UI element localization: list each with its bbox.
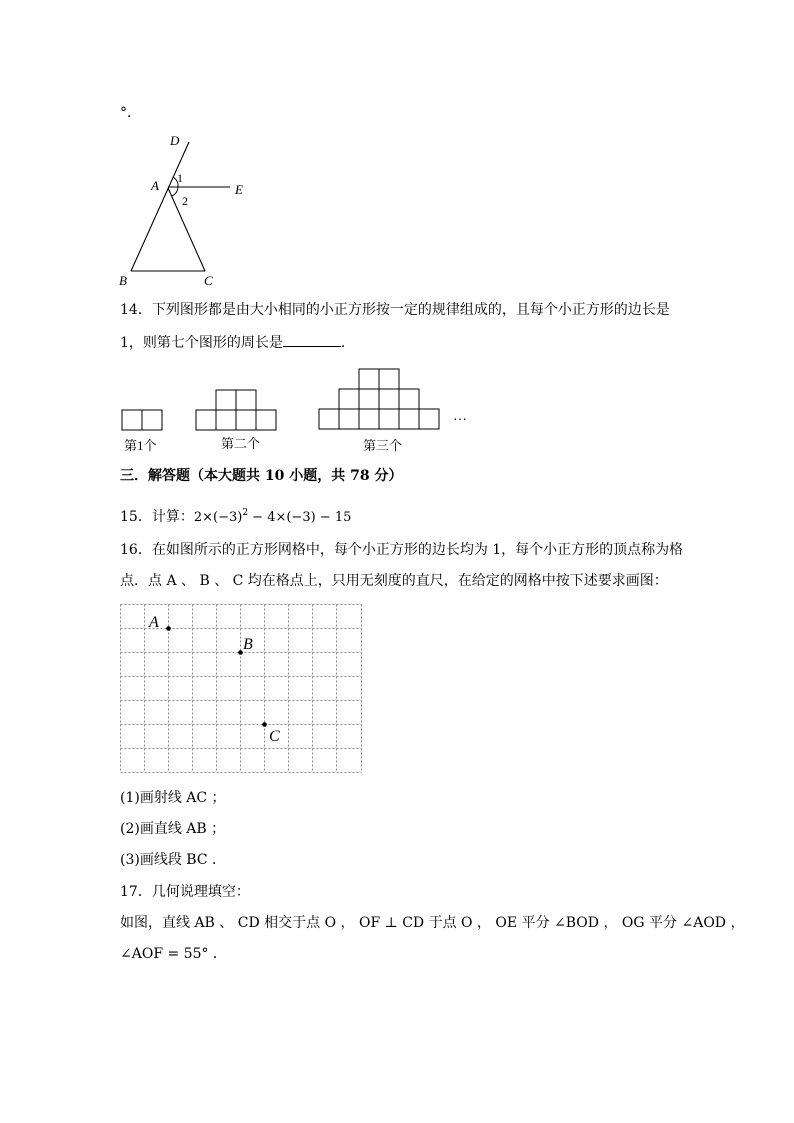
q17-line2: ∠AOF = 55° ． (120, 946, 227, 962)
point-a (166, 626, 171, 631)
q14-line2 (120, 332, 355, 353)
label-a: A (151, 178, 159, 193)
dotted-grid-figure (120, 604, 364, 774)
caption-2: 第二个 (221, 436, 261, 451)
square-pattern-figures (120, 365, 480, 460)
label-point-c: C (269, 728, 280, 745)
q15 (120, 503, 351, 528)
label-b: B (119, 273, 127, 288)
q14-line1: 14．下列图形都是由大小相同的小正方形按一定的规律组成的，且每个小正方形的边长是 (120, 302, 670, 318)
q15-formula-b: − 4×(−3) − 15 (248, 510, 352, 525)
angle-figure (110, 130, 260, 290)
q17-title: 17．几何说理填空： (120, 884, 250, 900)
degree-fragment: °． (120, 105, 141, 121)
q16-sub1: (1)画射线 AC ； (120, 790, 226, 806)
line-d-b (131, 142, 189, 271)
label-d: D (170, 133, 180, 148)
caption-1: 第1个 (124, 438, 157, 453)
label-point-a: A (149, 614, 159, 631)
q14-line2-text: 1，则第七个图形的周长是 (120, 335, 283, 351)
q15-formula-a: 2×(−3) (193, 510, 243, 525)
caption-3: 第三个 (363, 438, 403, 453)
q15-prefix: 15．计算： (120, 509, 194, 525)
q17-line1: 如图，直线 AB 、 CD 相交于点 O ， OF ⊥ CD 于点 O ， OE 平分 ∠BOD ， OG 平分 ∠AOD ， (120, 915, 745, 931)
pattern-figure-2 (196, 390, 276, 430)
q16-line1: 16．在如图所示的正方形网格中，每个小正方形的边长均为 1，每个小正方形的顶点称为格 (120, 542, 684, 558)
q16-sub2: (2)画直线 AB ； (120, 821, 226, 837)
label-angle-2: 2 (182, 194, 188, 208)
answer-blank (283, 332, 341, 347)
label-point-b: B (243, 636, 253, 653)
point-c (262, 722, 267, 727)
label-angle-1: 1 (177, 171, 183, 185)
q16-line2: 点．点 A 、 B 、 C 均在格点上，只用无刻度的直尺，在给定的网格中按下述要求画图： (120, 573, 668, 589)
q16-sub3: (3)画线段 BC ． (120, 852, 226, 868)
pattern-ellipsis: … (453, 409, 467, 424)
angle-arc-2 (172, 187, 178, 196)
q15-exponent: 2 (242, 508, 249, 518)
label-e: E (235, 182, 243, 197)
q14-line2-end: ． (340, 335, 355, 351)
pattern-figure-1 (122, 410, 162, 430)
label-c: C (204, 273, 213, 288)
section-heading: 三．解答题（本大题共 10 小题，共 78 分） (120, 468, 403, 484)
pattern-figure-3 (319, 369, 439, 429)
